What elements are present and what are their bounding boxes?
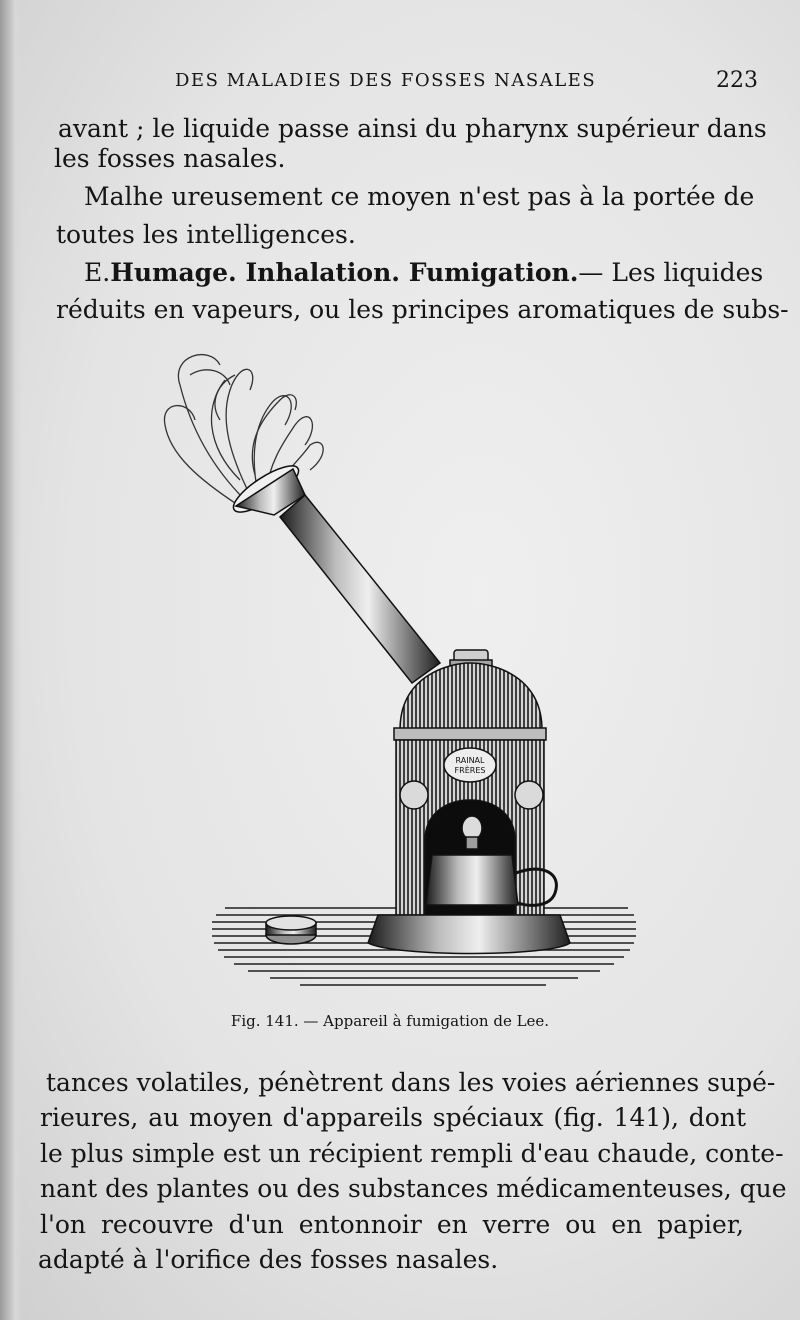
figure-caption: Fig. 141. — Appareil à fumigation de Lee. bbox=[230, 1012, 550, 1030]
apparatus-base bbox=[368, 915, 570, 954]
page-number: 223 bbox=[716, 68, 758, 93]
section-heading: Humage. Inhalation. Fumigation. bbox=[110, 258, 579, 287]
figure-141 bbox=[150, 345, 650, 1005]
text-line: tances volatiles, pénètrent dans les voies aériennes supé- bbox=[46, 1068, 776, 1097]
text-line: les fosses nasales. bbox=[54, 144, 286, 173]
section-heading-rest: — Les liquides bbox=[578, 258, 764, 287]
fumigation-apparatus-illustration bbox=[150, 345, 650, 1005]
small-dish bbox=[266, 916, 316, 944]
page-header bbox=[0, 70, 800, 100]
nameplate-line-1: RAINAL bbox=[455, 756, 485, 765]
running-title: DES MALADIES DES FOSSES NASALES bbox=[175, 70, 597, 91]
nameplate-line-2: FRÈRES bbox=[454, 766, 486, 775]
text-line: rieures, au moyen d'appareils spéciaux (fig. 141), dont bbox=[40, 1103, 746, 1132]
text-line: adapté à l'orifice des fosses nasales. bbox=[38, 1245, 499, 1274]
text-line: toutes les intelligences. bbox=[56, 220, 356, 249]
inhaler-tube bbox=[280, 495, 440, 683]
section-heading-line bbox=[84, 258, 764, 288]
section-letter: E. bbox=[84, 258, 111, 287]
page-gutter-shadow bbox=[0, 0, 22, 1320]
text-line: l'on recouvre d'un entonnoir en verre ou en papier, bbox=[40, 1210, 744, 1239]
text-line: avant ; le liquide passe ainsi du pharynx supérieur dans bbox=[58, 114, 767, 143]
text-line: réduits en vapeurs, ou les principes aromatiques de subs- bbox=[56, 295, 789, 324]
text-line: le plus simple est un récipient rempli d'eau chaude, conte- bbox=[40, 1139, 784, 1168]
text-line: Malhe ureusement ce moyen n'est pas à la portée de bbox=[84, 182, 755, 211]
text-line: nant des plantes ou des substances médicamenteuses, que bbox=[40, 1174, 787, 1203]
